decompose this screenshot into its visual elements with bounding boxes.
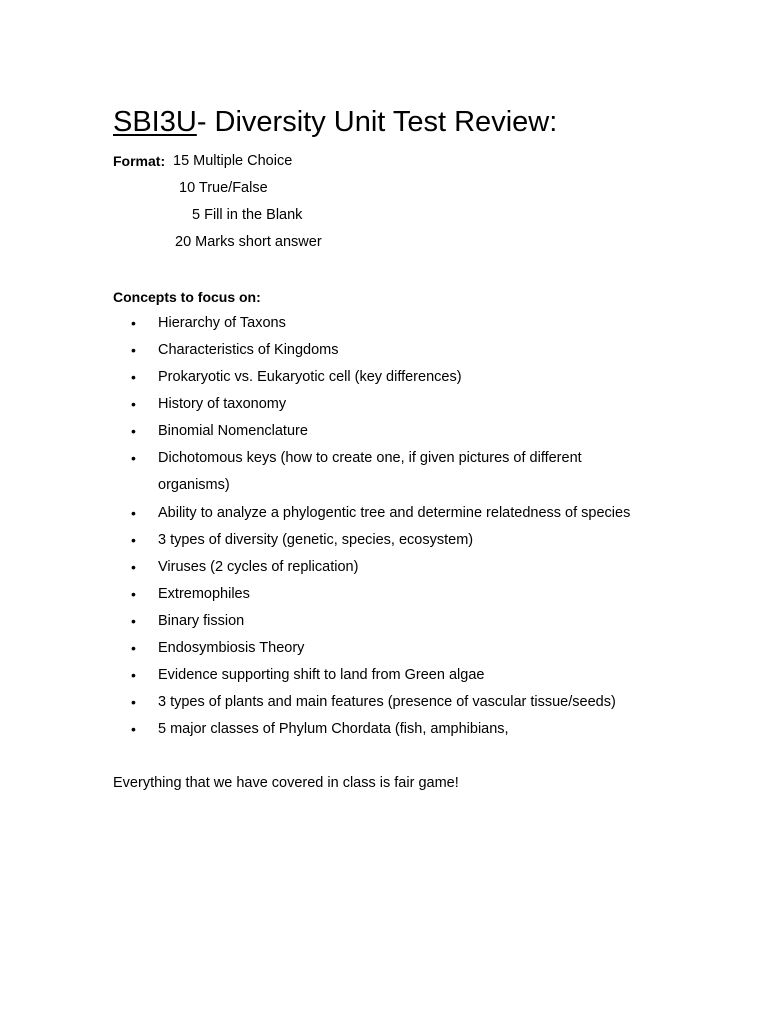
format-line-true-false: 10 True/False — [179, 180, 268, 196]
concept-text: Hierarchy of Taxons — [158, 315, 286, 331]
bullet-icon: • — [131, 559, 136, 575]
format-line-fill-in-blank: 5 Fill in the Blank — [192, 207, 303, 223]
concepts-heading: Concepts to focus on: — [113, 289, 261, 305]
title-text: - Diversity Unit Test Review: — [196, 106, 558, 138]
bullet-icon: • — [131, 315, 136, 331]
page-title — [113, 102, 557, 142]
concept-text: Viruses (2 cycles of replication) — [158, 559, 359, 575]
format-label: Format: — [113, 153, 166, 169]
bullet-icon: • — [131, 721, 136, 737]
bullet-icon: • — [131, 423, 136, 439]
concept-text: Endosymbiosis Theory — [158, 640, 305, 656]
bullet-icon: • — [131, 450, 136, 466]
bullet-icon: • — [131, 667, 136, 683]
bullet-icon: • — [131, 342, 136, 358]
bullet-icon: • — [131, 396, 136, 412]
concept-text: Extremophiles — [158, 586, 250, 602]
bullet-icon: • — [131, 694, 136, 710]
bullet-icon: • — [131, 613, 136, 629]
bullet-icon: • — [131, 640, 136, 656]
bullet-icon: • — [131, 586, 136, 602]
concept-text: Prokaryotic vs. Eukaryotic cell (key differences) — [158, 369, 462, 385]
format-line-multiple-choice: 15 Multiple Choice — [173, 153, 293, 169]
format-line-short-answer: 20 Marks short answer — [175, 234, 322, 250]
bullet-icon: • — [131, 532, 136, 548]
footer-note: Everything that we have covered in class is fair game! — [113, 775, 459, 791]
bullet-icon: • — [131, 505, 136, 521]
bullet-icon: • — [131, 369, 136, 385]
course-code: SBI3U — [113, 106, 197, 138]
concept-text: History of taxonomy — [158, 396, 287, 412]
concept-text: Characteristics of Kingdoms — [158, 342, 339, 358]
concept-text: 3 types of diversity (genetic, species, ecosystem) — [158, 532, 474, 548]
concept-text: Evidence supporting shift to land from Green algae — [158, 667, 485, 683]
concept-text: 3 types of plants and main features (presence of vascular tissue/seeds) — [158, 694, 616, 710]
concept-text: Dichotomous keys (how to create one, if given pictures of different organisms) — [158, 450, 582, 493]
concept-text: Ability to analyze a phylogentic tree and determine relatedness of species — [158, 505, 631, 521]
concept-text: 5 major classes of Phylum Chordata (fish, amphibians, — [158, 721, 509, 737]
concept-text: Binary fission — [158, 613, 245, 629]
concept-text: Binomial Nomenclature — [158, 423, 308, 439]
